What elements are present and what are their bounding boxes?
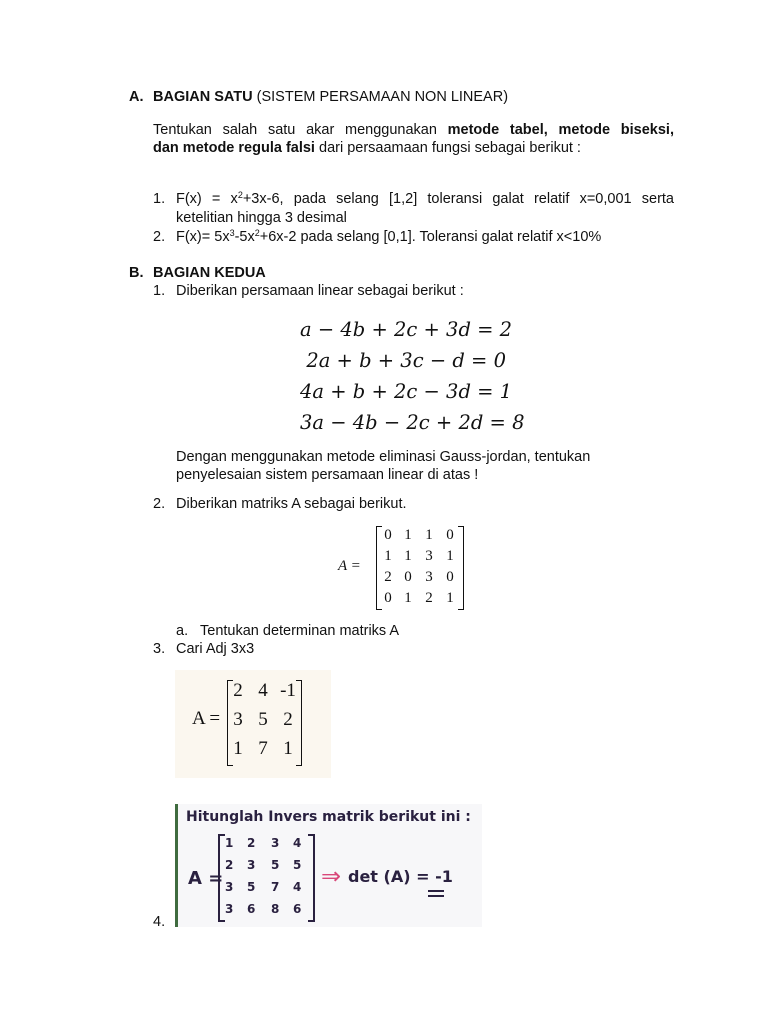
matrix-cell: 0 bbox=[384, 527, 392, 543]
question-b3-number: 3. bbox=[153, 641, 166, 657]
matrix-cell: 1 bbox=[225, 836, 234, 850]
equation-2: 2a + b + 3c − d = 0 bbox=[306, 349, 506, 372]
matrix-cell: 0 bbox=[404, 569, 412, 585]
intro-line-2: dan metode regula falsi dari persaamaan fungsi sebagai berikut : bbox=[153, 140, 581, 156]
matrix-3x3-label: A = bbox=[192, 708, 221, 729]
question-b4-number: 4. bbox=[153, 914, 166, 930]
matrix-cell: 3 bbox=[271, 836, 280, 850]
matrix-cell: -1 bbox=[280, 680, 296, 701]
matrix-cell: 3 bbox=[225, 902, 234, 916]
question-b1-text: Diberikan persamaan linear sebagai berikut : bbox=[176, 283, 464, 299]
matrix-cell: 0 bbox=[384, 590, 392, 606]
matrix-cell: 5 bbox=[271, 858, 280, 872]
matrix-cell: 7 bbox=[258, 738, 268, 759]
matrix-cell: 2 bbox=[384, 569, 392, 585]
question-a1-line-2: ketelitian hingga 3 desimal bbox=[176, 210, 347, 226]
matrix-cell: 6 bbox=[247, 902, 256, 916]
matrix-cell: 1 bbox=[446, 590, 454, 606]
inverse-matrix-image bbox=[175, 804, 482, 927]
matrix-cell: 1 bbox=[404, 548, 412, 564]
matrix-cell: 2 bbox=[283, 709, 293, 730]
left-bracket bbox=[218, 834, 225, 922]
matrix-3x3-image bbox=[175, 670, 331, 778]
matrix-cell: 6 bbox=[293, 902, 302, 916]
matrix-cell: 2 bbox=[233, 680, 243, 701]
matrix-cell: 5 bbox=[247, 880, 256, 894]
question-b1-number: 1. bbox=[153, 283, 166, 299]
double-arrow-icon: ⇒ bbox=[321, 862, 342, 890]
matrix-3x3 bbox=[175, 670, 331, 778]
matrix-cell: 3 bbox=[425, 548, 433, 564]
matrix-cell: 5 bbox=[293, 858, 302, 872]
matrix-cell: 1 bbox=[404, 527, 412, 543]
question-b2a-text: Tentukan determinan matriks A bbox=[200, 623, 400, 639]
equation-1: a − 4b + 2c + 3d = 2 bbox=[300, 318, 513, 341]
question-a1-number: 1. bbox=[153, 191, 166, 207]
question-a2-text: $F(x)= 5x^3-5x^2+6x-2$ pada selang [0,1]. Toleransi galat relatif x<10% bbox=[176, 228, 602, 245]
section-b-title: BAGIAN KEDUA bbox=[153, 265, 266, 281]
matrix-cell: 1 bbox=[233, 738, 243, 759]
gauss-jordan-line-2: penyelesaian sistem persamaan linear di atas ! bbox=[176, 467, 479, 483]
question-b2-number: 2. bbox=[153, 496, 166, 512]
question-b3-text: Cari Adj 3x3 bbox=[176, 641, 255, 657]
matrix-cell: 1 bbox=[446, 548, 454, 564]
matrix-cell: 0 bbox=[446, 569, 454, 585]
matrix-cell: 2 bbox=[225, 858, 234, 872]
matrix-cell: 7 bbox=[271, 880, 280, 894]
intro-line-1: Tentukan salah satu akar menggunakan metode tabel, metode biseksi, bbox=[153, 122, 674, 138]
section-a-title: BAGIAN SATU (SISTEM PERSAMAAN NON LINEAR) bbox=[153, 89, 509, 105]
matrix-cell: 2 bbox=[425, 590, 433, 606]
matrix-cell: 1 bbox=[404, 590, 412, 606]
matrix-a-label: A = bbox=[338, 558, 361, 574]
question-a1-line-1: $F(x) = x^2+3x-6$, pada selang [1,2] toleransi galat relatif x=0,001 serta bbox=[176, 190, 674, 207]
matrix-cell: 5 bbox=[258, 709, 268, 730]
matrix-a-4x4 bbox=[336, 524, 471, 612]
matrix-cell: 3 bbox=[425, 569, 433, 585]
matrix-cell: 3 bbox=[225, 880, 234, 894]
underline-mark bbox=[428, 895, 444, 897]
matrix-cell: 4 bbox=[293, 836, 302, 850]
matrix-cell: 1 bbox=[425, 527, 433, 543]
question-b2a-letter: a. bbox=[176, 623, 189, 639]
gauss-jordan-line-1: Dengan menggunakan metode eliminasi Gauss-jordan, tentukan bbox=[176, 449, 591, 465]
matrix-cell: 3 bbox=[233, 709, 243, 730]
section-a-marker: A. bbox=[129, 89, 144, 105]
underline-mark bbox=[428, 890, 444, 892]
matrix-cell: 4 bbox=[293, 880, 302, 894]
matrix-cell: 0 bbox=[446, 527, 454, 543]
inverse-det-value: det (A) = -1 bbox=[348, 867, 453, 886]
matrix-cell: 1 bbox=[384, 548, 392, 564]
matrix-cell: 8 bbox=[271, 902, 280, 916]
section-b-marker: B. bbox=[129, 265, 144, 281]
matrix-cell: 3 bbox=[247, 858, 256, 872]
equation-3: 4a + b + 2c − 3d = 1 bbox=[300, 380, 513, 403]
right-bracket bbox=[308, 834, 315, 922]
matrix-cell: 2 bbox=[247, 836, 256, 850]
inverse-title: Hitunglah Invers matrik berikut ini : bbox=[186, 809, 471, 825]
inverse-matrix-label: A = bbox=[188, 868, 224, 889]
linear-equation-system bbox=[300, 314, 525, 438]
question-a2-number: 2. bbox=[153, 229, 166, 245]
equation-4: 3a − 4b − 2c + 2d = 8 bbox=[300, 411, 525, 434]
matrix-cell: 4 bbox=[258, 680, 268, 701]
matrix-cell: 1 bbox=[283, 738, 293, 759]
question-b2-text: Diberikan matriks A sebagai berikut. bbox=[176, 496, 407, 512]
